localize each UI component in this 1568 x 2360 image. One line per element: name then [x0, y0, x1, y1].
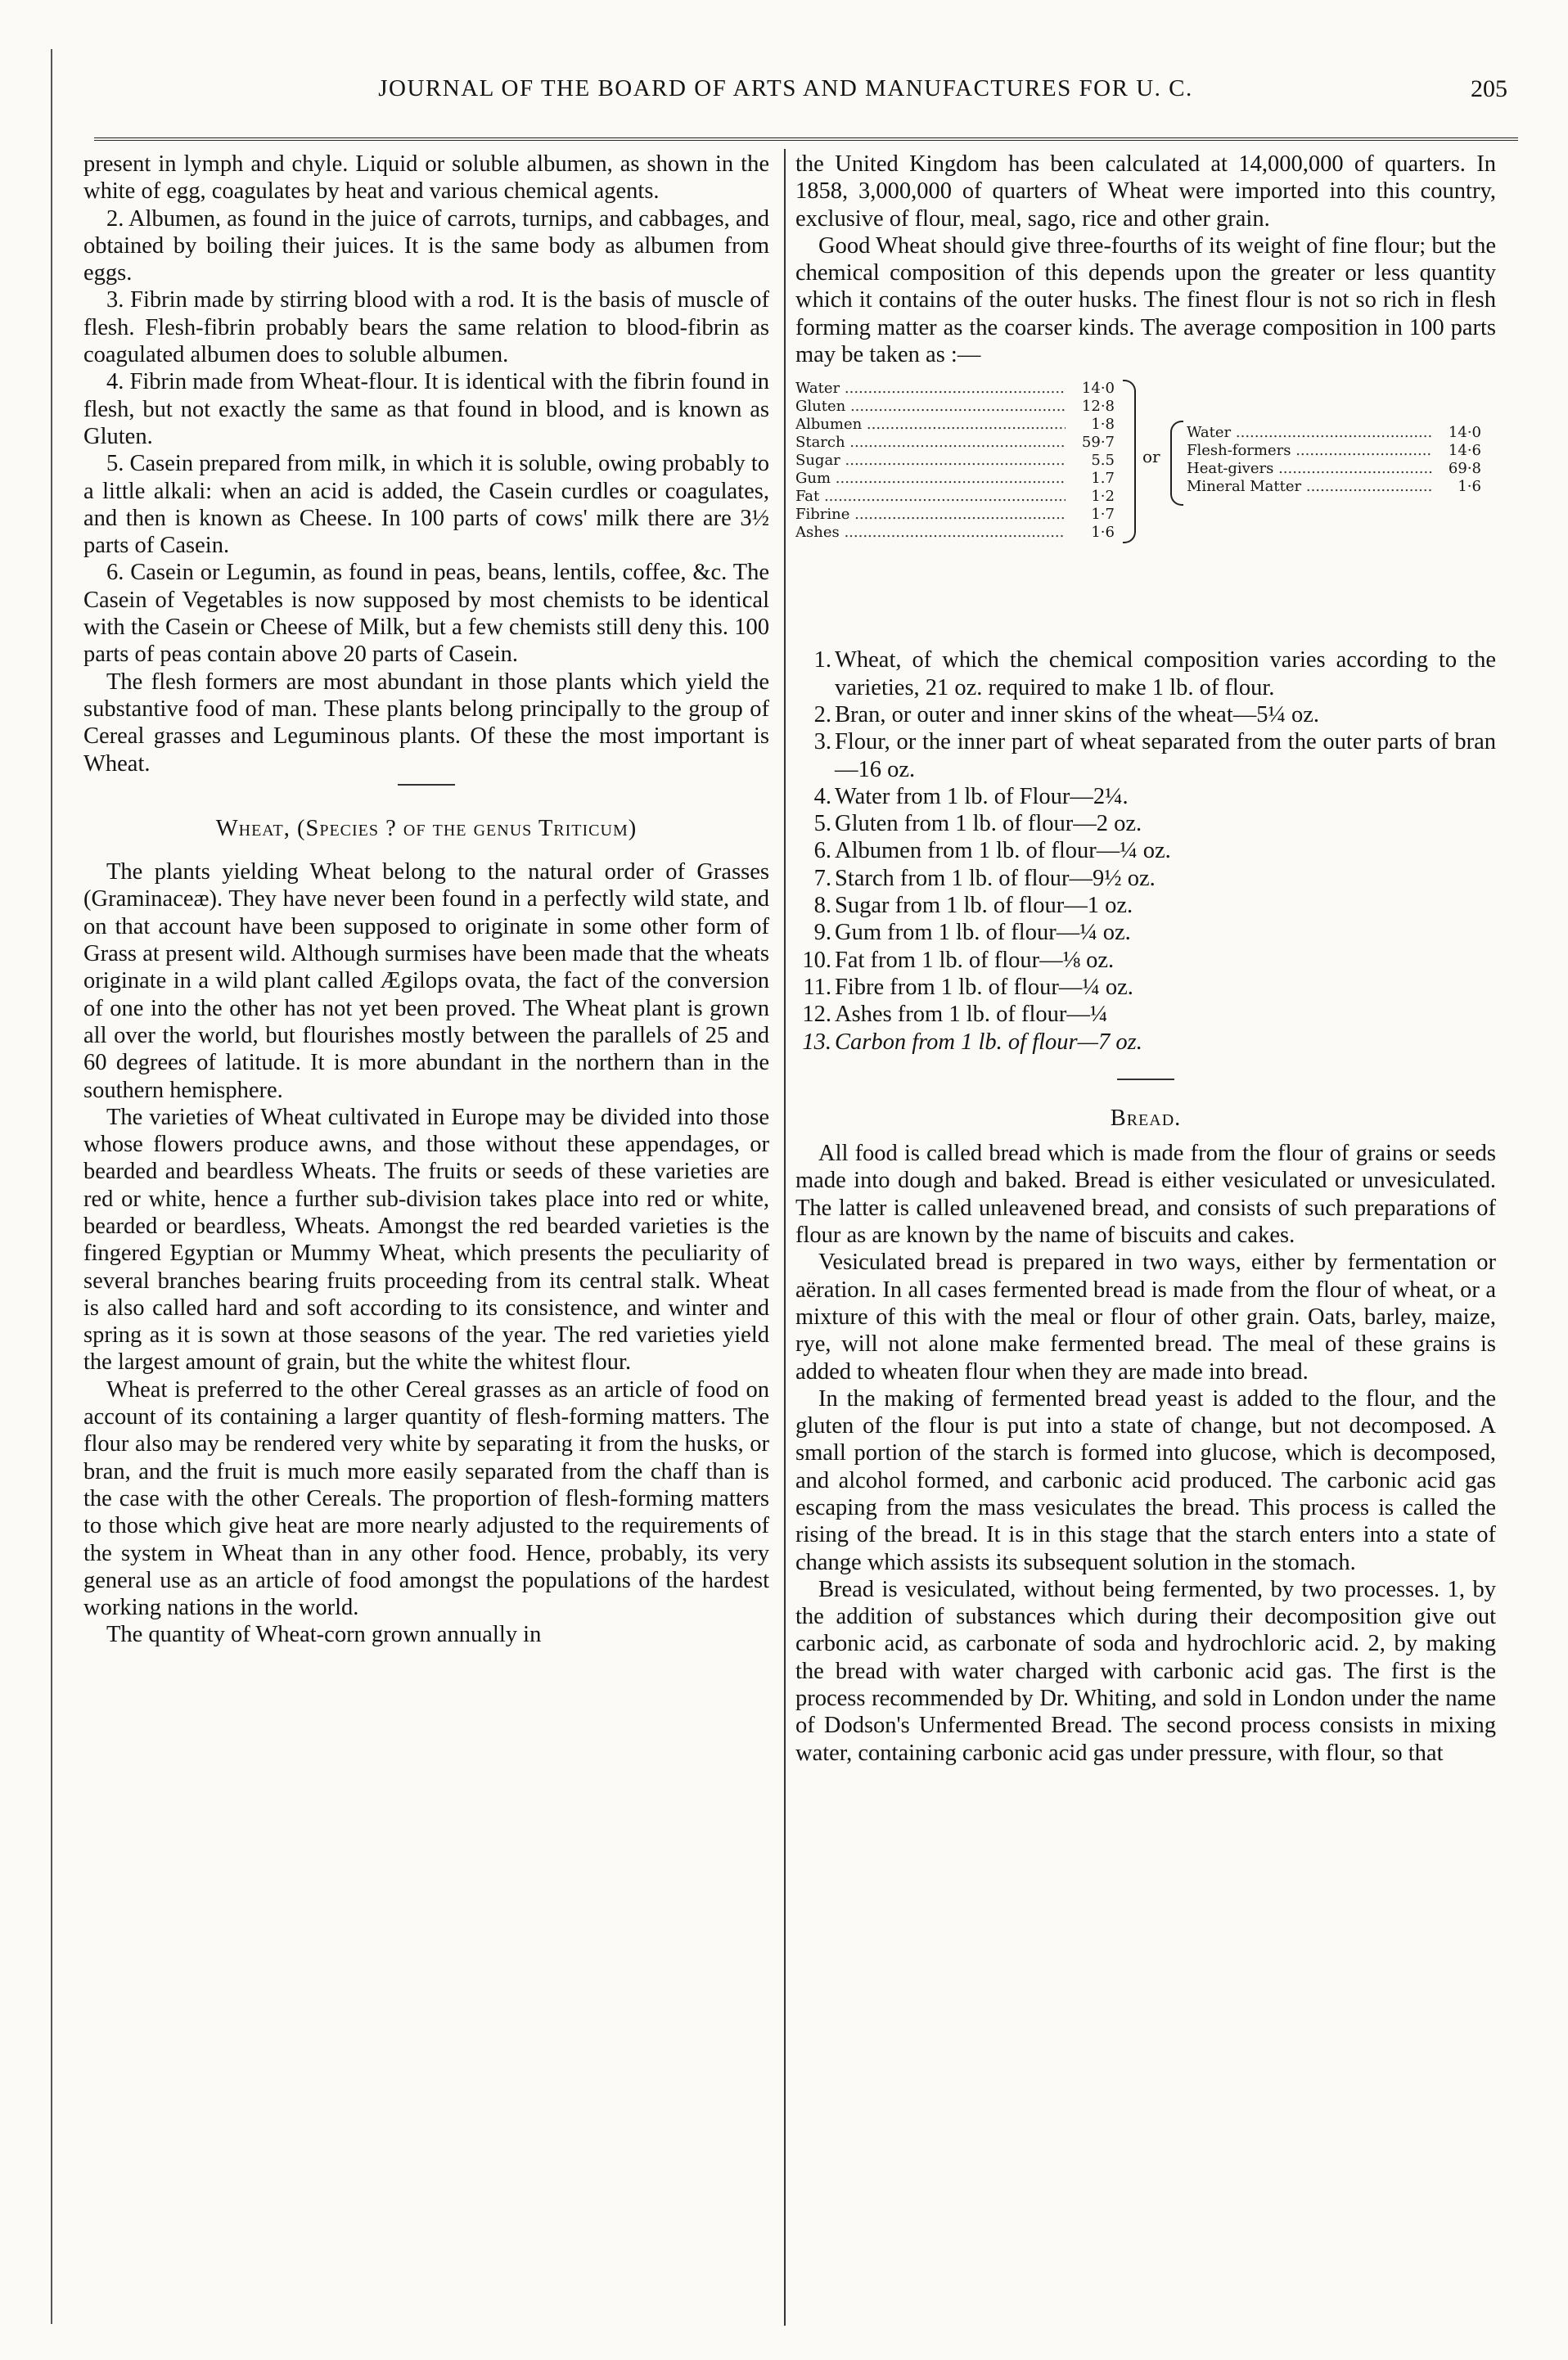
list-item: 5. Gluten from 1 lb. of flour—2 oz.	[813, 811, 1142, 837]
paragraph: the United Kingdom has been calculated at 14,000,000 of quarters. In 1858, 3,000,000 of quarters of Wheat were imported into this country, exclusive of flour, meal, sago, rice and other grain.	[795, 151, 1496, 232]
paragraph: present in lymph and chyle. Liquid or soluble albumen, as shown in the white of egg, coagulates by heat and various chemical agents.	[83, 151, 769, 205]
bread-section-title: Bread.	[1110, 1105, 1182, 1131]
composition-row: Water ..... 14·0	[795, 380, 1139, 398]
list-item: 11. Fibre from 1 lb. of flour—¼ oz.	[803, 974, 1133, 1000]
paragraph: The quantity of Wheat-corn grown annually in	[106, 1622, 542, 1648]
composition-row: Flesh-formers ..... 14·6	[1187, 442, 1498, 460]
list-item: 4. Water from 1 lb. of Flour—2¼.	[813, 783, 1129, 809]
column-divider	[784, 149, 786, 2326]
page-header	[57, 75, 1514, 113]
paragraph: Good Wheat should give three-fourths of its weight of fine flour; but the chemical composition of this depends upon the greater or less quantity which it contains of the outer husks. The finest flour is not so rich in flesh forming matter as the coarser kinds. The average composition in 100 parts may be taken as :—	[795, 232, 1496, 368]
composition-row: Fibrine ..... 1·7	[795, 506, 1139, 524]
list-item: 7. Starch from 1 lb. of flour—9½ oz.	[813, 865, 1156, 891]
list-item: 13. Carbon from 1 lb. of flour—7 oz.	[802, 1029, 1142, 1055]
list-item: 2. Bran, or outer and inner skins of the wheat—5¼ oz.	[813, 701, 1320, 727]
paragraph: Bread is vesiculated, without being fermented, by two processes. 1, by the addition of substances which during their decomposition give out carbonic acid, as carbonate of soda and hydrochloric acid. 2, by making the bread with water charged with carbonic acid gas. The first is the process recommended by Dr. Whiting, and sold in London under the name of Dodson's Unfermented Bread. The second process consists in mixing water, containing carbonic acid gas under pressure, with flour, so that	[795, 1576, 1496, 1766]
list-item: 3. Flour, or the inner part of wheat separated from the outer parts of bran—16 oz.	[813, 729, 1496, 782]
paragraph: 6. Casein or Legumin, as found in peas, beans, lentils, coffee, &c. The Casein of Vegetables is now supposed by most chemists to be identical with the Casein or Cheese of Milk, but a few chemists still deny this. 100 parts of peas contain above 20 parts of Casein.	[83, 560, 769, 668]
page-edge-line	[51, 49, 52, 2324]
wheat-section-title: Wheat, (Species ? of the genus Triticum)	[215, 815, 638, 841]
section-divider	[398, 784, 455, 786]
composition-row: Starch ..... 59·7	[795, 434, 1139, 452]
composition-row: Sugar ..... 5.5	[795, 452, 1139, 470]
composition-detailed	[795, 380, 1139, 542]
paragraph: The plants yielding Wheat belong to the natural order of Grasses (Graminaceæ). They have never been found in a perfectly wild state, and on that account have been supposed to originate in some other form of Grass at present wild. Although surmises have been made that the wheats originate in a wild plant called Ægilops ovata, the fact of the conversion of one into the other has not yet been proved. The Wheat plant is grown all over the world, but flourishes mostly between the parallels of 25 and 60 degrees of latitude. It is more abundant in the northern than in the southern hemisphere.	[83, 859, 769, 1103]
list-item: 12. Ashes from 1 lb. of flour—¼	[802, 1002, 1108, 1028]
paragraph: The flesh formers are most abundant in those plants which yield the substantive food of man. These plants belong principally to the group of Cereal grasses and Leguminous plants. Of these the most important is Wheat.	[83, 669, 769, 777]
paragraph: Wheat is preferred to the other Cereal grasses as an article of food on account of its containing a larger quantity of flesh-forming matters. The flour also may be rendered very white by separating it from the husks, or bran, and the fruit is much more easily separated from the chaff than is the case with the other Cereals. The proportion of flesh-forming matters to those which give heat are more nearly adjusted to the requirements of the system in Wheat than in any other food. Hence, probably, its very general use as an article of food amongst the populations of the hardest working nations in the world.	[83, 1376, 769, 1621]
journal-title: JOURNAL OF THE BOARD OF ARTS AND MANUFACTURES FOR U. C.	[378, 75, 1193, 101]
left-column	[83, 151, 769, 1649]
paragraph: 3. Fibrin made by stirring blood with a rod. It is the basis of muscle of flesh. Flesh-fibrin probably bears the same relation to blood-fibrin as coagulated albumen does to soluble albumen.	[83, 287, 769, 368]
paragraph: Vesiculated bread is prepared in two ways, either by fermentation or aëration. In all cases fermented bread is made from the flour of wheat, or a mixture of this with the meal or flour of other grain. Oats, barley, maize, rye, will not alone make fermented bread. The meal of these grains is added to wheaten flour when they are made into bread.	[795, 1250, 1496, 1385]
composition-row: Gluten ..... 12·8	[795, 398, 1139, 416]
section-divider	[1117, 1079, 1174, 1080]
paragraph: In the making of fermented bread yeast is added to the flour, and the gluten of the flour is put into a state of change, but not decomposed. A small portion of the starch is formed into glucose, which is decomposed, and alcohol formed, and carbonic acid produced. The carbonic acid gas escaping from the mass vesiculates the bread. This process is called the rising of the bread. It is in this stage that the starch enters into a state of change which assists its subsequent solution in the stomach.	[795, 1385, 1496, 1575]
paragraph: All food is called bread which is made from the flour of grains or seeds made into dough and baked. Bread is either vesiculated or unvesiculated. The latter is called unleavened bread, and consists of such preparations of flour as are known by the name of biscuits and cakes.	[795, 1141, 1496, 1249]
composition-summary	[1187, 424, 1498, 496]
composition-row: Mineral Matter ..... 1·6	[1187, 478, 1498, 496]
opening-brace	[1170, 421, 1183, 506]
composition-row: Fat ..... 1·2	[795, 488, 1139, 506]
composition-row: Ashes ..... 1·6	[795, 524, 1139, 542]
list-item: 6. Albumen from 1 lb. of flour—¼ oz.	[813, 838, 1171, 864]
paragraph: 5. Casein prepared from milk, in which it is soluble, owing probably to a little alkali: when an acid is added, the Casein curdles or coagulates, and then is known as Cheese. In 100 parts of cows' milk there are 3½ parts of Casein.	[83, 451, 769, 559]
numbered-list	[795, 646, 1496, 1055]
paragraph: 4. Fibrin made from Wheat-flour. It is identical with the fibrin found in flesh, but not exactly the same as that found in blood, and is known as Gluten.	[83, 369, 769, 449]
list-item: 9. Gum from 1 lb. of flour—¼ oz.	[813, 920, 1131, 946]
list-item: 10. Fat from 1 lb. of flour—⅛ oz.	[802, 947, 1115, 973]
composition-row: Gum ..... 1.7	[795, 470, 1139, 488]
or-label: or	[1142, 447, 1160, 467]
list-item: 1. Wheat, of which the chemical composition varies according to the varieties, 21 oz. required to make 1 lb. of flour.	[813, 647, 1496, 700]
composition-table	[795, 380, 1496, 625]
composition-row: Albumen ..... 1·8	[795, 416, 1139, 434]
page-number: 205	[1471, 75, 1507, 102]
paragraph: 2. Albumen, as found in the juice of carrots, turnips, and cabbages, and obtained by boiling their juices. It is the same body as albumen from eggs.	[83, 205, 769, 286]
closing-brace	[1123, 380, 1136, 543]
header-rule	[94, 137, 1518, 141]
right-column	[795, 151, 1496, 1767]
composition-row: Water ..... 14·0	[1187, 424, 1498, 442]
composition-row: Heat-givers ..... 69·8	[1187, 460, 1498, 478]
list-item: 8. Sugar from 1 lb. of flour—1 oz.	[813, 893, 1133, 919]
paragraph: The varieties of Wheat cultivated in Europe may be divided into those whose flowers produce awns, and those without these appendages, or bearded and beardless Wheats. The fruits or seeds of these varieties are red or white, hence a further sub-division takes place into red or white, bearded or beardless, Wheats. Amongst the red bearded varieties is the fingered Egyptian or Mummy Wheat, which presents the peculiarity of several branches bearing fruits proceeding from its central stalk. Wheat is also called hard and soft according to its consistence, and winter and spring as it is sown at those seasons of the year. The red varieties yield the largest amount of grain, but the white the whitest flour.	[83, 1104, 769, 1376]
